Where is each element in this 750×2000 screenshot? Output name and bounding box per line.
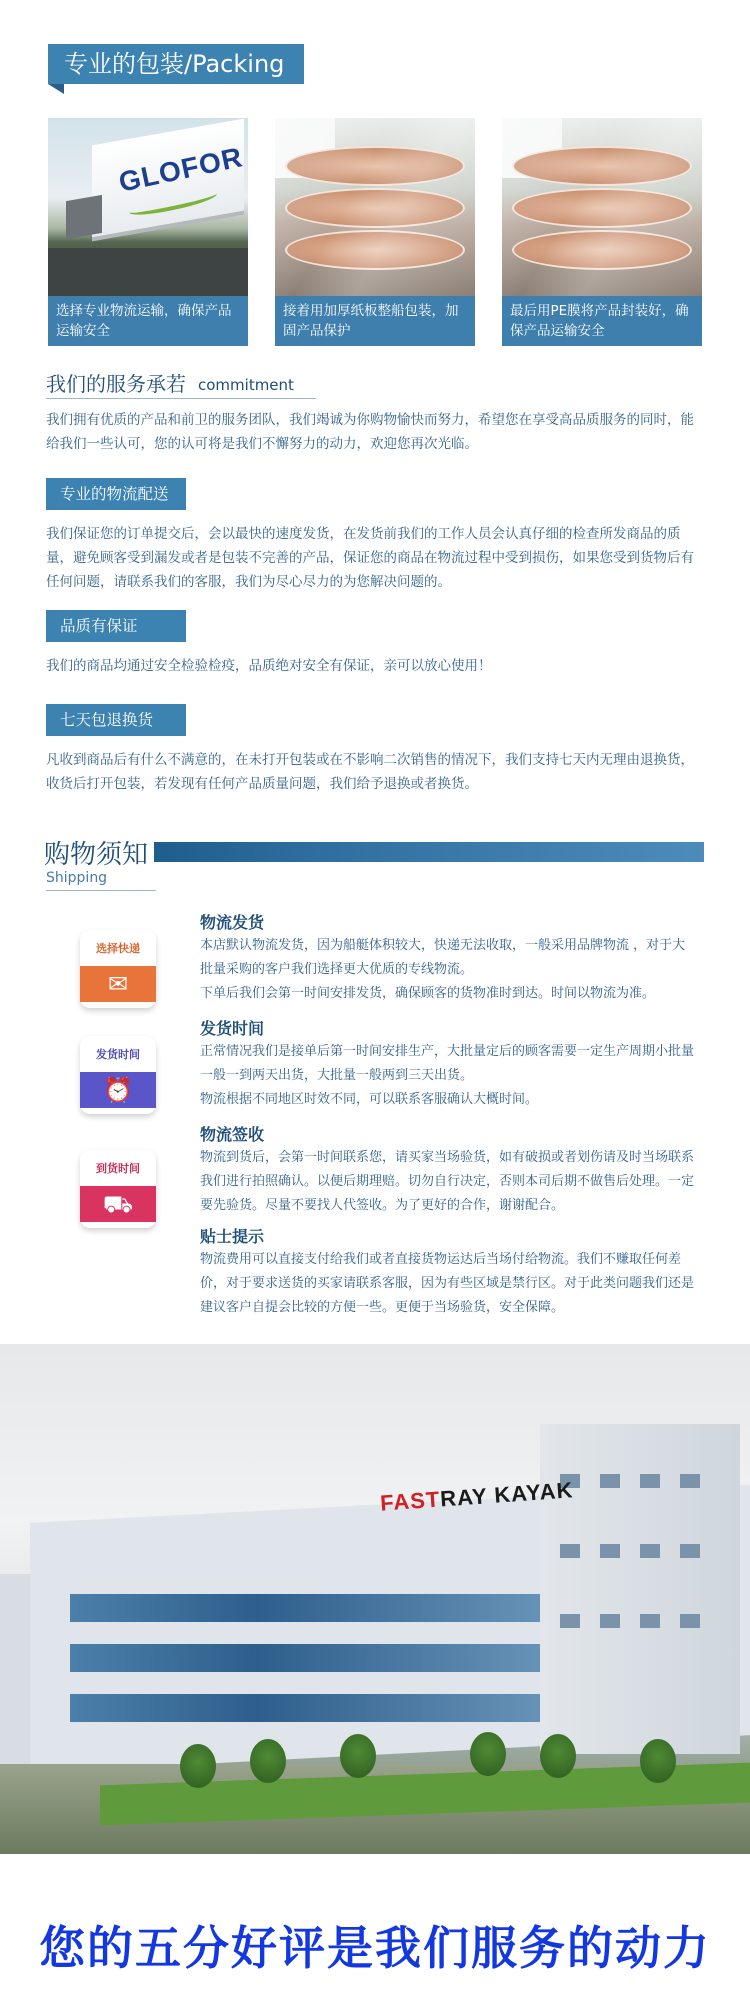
item-text: 物流费用可以直接支付给我们或者直接货物运达后当场付给物流。我们不赚取任何差价，对于要求送货的买家请联系客服，因为有些区域是禁行区。对于此类问题我们还是建议客户自提会比较的方便一些。更便于当场验货，安全保障。 xyxy=(200,1252,695,1315)
slogan-banner: 您的五分好评是我们服务的动力 xyxy=(39,1921,711,1975)
tree xyxy=(180,1744,216,1788)
truck-cab xyxy=(66,195,102,239)
item-text: 正常情况我们是接单后第一时间安排生产，大批量定后的顾客需要一定生产周期小批量一般一到两天出货，大批量一般两到三天出货。 xyxy=(200,1044,695,1083)
return-text: 凡收到商品后有什么不满意的，在未打开包装或在不影响二次销售的情况下，我们支持七天内无理由退换货，收货后打开包装，若发现有任何产品质量问题，我们给予退换或者换货。 xyxy=(46,752,694,792)
glass-band xyxy=(70,1644,540,1672)
ribbon-tail xyxy=(48,84,64,94)
tower-window xyxy=(600,1544,620,1558)
return-tag: 七天包退换货 xyxy=(46,704,186,736)
tree xyxy=(340,1734,376,1778)
packing-caption: 选择专业物流运输，确保产品运输安全 xyxy=(48,296,248,346)
film-shine xyxy=(275,118,475,296)
tower-window xyxy=(640,1474,660,1488)
film-shine xyxy=(502,118,702,296)
item-text: 本店默认物流发货，因为船艇体积较大，快递无法收取，一般采用品牌物流 ，对于大批量采购的客户我们选择更大优质的专线物流。 xyxy=(200,938,686,977)
item-text: 物流到货后，会第一时间联系您，请买家当场验货，如有破损或者划伤请及时当场联系我们进行拍照确认。以便后期理赔。切勿自行决定，否则本司后期不做售后处理。一定要先验货。尽量不要找人代签收。为了更好的合作，谢谢配合。 xyxy=(200,1150,695,1213)
divider xyxy=(46,890,156,891)
logistics-text: 我们保证您的订单提交后，会以最快的速度发货，在发货前我们的工作人员会认真仔细的检查所发商品的质量，避免顾客受到漏发或者是包装不完善的产品，保证您的商品在物流过程中受到损伤，如果您受到货物后有任何问题，请联系我们的客服，我们为尽心尽力的为您解决问题的。 xyxy=(46,526,694,590)
packing-title: 专业的包装/Packing xyxy=(48,44,304,84)
glass-band xyxy=(70,1594,540,1622)
truck-photo xyxy=(48,118,248,296)
tower-window xyxy=(680,1614,700,1628)
packing-card-transport xyxy=(48,118,248,346)
quality-tag: 品质有保证 xyxy=(46,610,186,642)
alarm-clock-icon: ⏰ xyxy=(103,1076,133,1104)
tower-window xyxy=(640,1544,660,1558)
badge-label: 选择快递 xyxy=(96,942,140,955)
tree xyxy=(470,1732,506,1776)
badge-label: 到货时间 xyxy=(96,1162,140,1175)
item-heading: 物流发货 xyxy=(200,913,265,932)
item-heading: 发货时间 xyxy=(200,1019,265,1038)
sign-text-red: FAST xyxy=(379,1486,442,1516)
item-heading: 贴士提示 xyxy=(200,1227,265,1246)
item-text: 下单后我们会第一时间安排发货，确保顾客的货物准时到达。时间以物流为准。 xyxy=(200,986,656,1001)
item-heading: 物流签收 xyxy=(200,1125,265,1144)
divider xyxy=(46,398,316,399)
logistics-tag: 专业的物流配送 xyxy=(46,478,186,510)
tower-window xyxy=(640,1614,660,1628)
tower-window xyxy=(560,1544,580,1558)
sign-text-dark: RAY KAYAK xyxy=(439,1477,575,1512)
commitment-title: 我们的服务承若 xyxy=(46,372,186,396)
quality-text: 我们的商品均通过安全检验检疫，品质绝对安全有保证，亲可以放心使用！ xyxy=(46,658,492,674)
envelope-icon: ✉ xyxy=(107,970,129,998)
shipping-bar xyxy=(154,842,704,862)
road xyxy=(48,248,248,296)
tower-window xyxy=(680,1474,700,1488)
express-badge xyxy=(80,930,156,1016)
glass-band xyxy=(70,1694,540,1722)
tower-window xyxy=(600,1614,620,1628)
arrival-time-badge xyxy=(80,1150,156,1236)
tower-window xyxy=(600,1474,620,1488)
commitment-text: 我们拥有优质的产品和前卫的服务团队，我们竭诚为你购物愉快而努力，希望您在享受高品质服务的同时，能给我们一些认可，您的认可将是我们不懈努力的动力，欢迎您再次光临。 xyxy=(46,412,694,452)
wrapped-product-photo xyxy=(502,118,702,296)
packing-caption: 最后用PE膜将产品封装好，确保产品运输安全 xyxy=(502,296,702,346)
wrapped-product-photo xyxy=(275,118,475,296)
factory-photo xyxy=(0,1344,750,1854)
tree xyxy=(250,1739,286,1783)
commitment-subtitle: commitment xyxy=(198,376,294,394)
tree xyxy=(540,1734,576,1778)
dispatch-time-badge xyxy=(80,1036,156,1122)
item-text: 物流根据不同地区时效不同，可以联系客服确认大概时间。 xyxy=(200,1092,539,1107)
truck-logo: GLOFOR xyxy=(116,141,246,198)
packing-card-pe-film xyxy=(502,118,702,346)
tower-window xyxy=(560,1614,580,1628)
badge-label: 发货时间 xyxy=(96,1048,140,1061)
shipping-subtitle: Shipping xyxy=(46,870,108,886)
shipping-title: 购物须知 xyxy=(44,840,149,870)
tree xyxy=(640,1739,676,1783)
tower-window xyxy=(680,1544,700,1558)
packing-card-cardboard xyxy=(275,118,475,346)
packing-caption: 接着用加厚纸板整船包装，加固产品保护 xyxy=(275,296,475,346)
truck-icon: ⛟ xyxy=(102,1190,134,1218)
